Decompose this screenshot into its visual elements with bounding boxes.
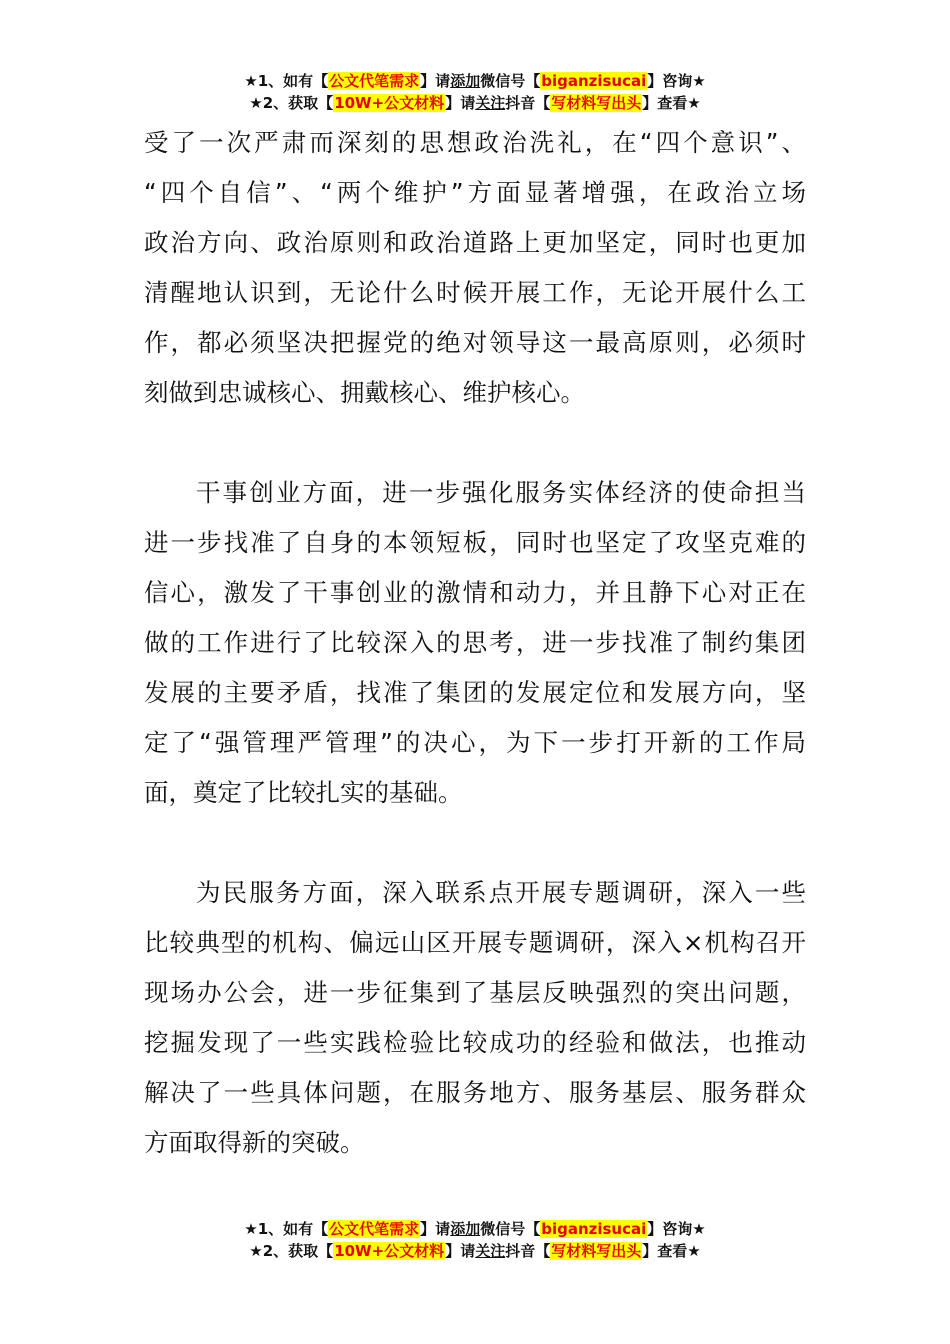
highlight-materials: 10W+公文材料 <box>334 94 445 112</box>
text-line: 作，都必须坚决把握党的绝对领导这一最高原则，必须时 <box>144 328 806 357</box>
text-line: 刻做到忠诚核心、拥戴核心、维护核心。 <box>144 378 585 407</box>
banner-text: 】查看★ <box>642 1242 701 1260</box>
banner-text: ★1、如有【 <box>244 1220 329 1238</box>
text-line: 干事创业方面，进一步强化服务实体经济的使命担当 <box>196 478 806 507</box>
text-line: 受了一次严肃而深刻的思想政治洗礼，在“四个意识”、 <box>144 128 806 157</box>
text-line: 清醒地认识到，无论什么时候开展工作，无论开展什么工 <box>144 278 806 307</box>
text-line: 现场办公会，进一步征集到了基层反映强烈的突出问题， <box>144 978 806 1007</box>
header-banner <box>0 70 950 114</box>
text-line: 进一步找准了自身的本领短板，同时也坚定了攻坚克难的 <box>144 528 806 557</box>
banner-text: 】请 <box>445 1242 476 1260</box>
text-line: 政治方向、政治原则和政治道路上更加坚定，同时也更加 <box>144 228 806 257</box>
banner-text: 】请 <box>420 72 451 90</box>
banner-text: 微信号【 <box>480 72 541 90</box>
highlight-douyin: 写材料写出头 <box>551 94 642 112</box>
text-line: 定了“强管理严管理”的决心，为下一步打开新的工作局 <box>144 728 806 757</box>
banner-emphasis: 关注 <box>475 94 506 112</box>
banner-text: ★1、如有【 <box>244 72 329 90</box>
banner-text: 抖音【 <box>505 1242 551 1260</box>
banner-text: 】咨询★ <box>647 1220 706 1238</box>
banner-emphasis: 关注 <box>475 1242 506 1260</box>
paragraph-political <box>144 118 806 418</box>
banner-line-2 <box>0 92 950 114</box>
banner-text: ★2、获取【 <box>249 1242 334 1260</box>
text-line: 方面取得新的突破。 <box>144 1128 365 1157</box>
highlight-service: 公文代笔需求 <box>329 1220 420 1238</box>
highlight-wechat-id: biganzisucai <box>541 1220 647 1238</box>
paragraph-public-service <box>144 868 806 1168</box>
banner-line-1 <box>0 1218 950 1240</box>
text-line: 比较典型的机构、偏远山区开展专题调研，深入×机构召开 <box>144 928 806 957</box>
banner-emphasis: 添加 <box>450 72 481 90</box>
banner-line-2 <box>0 1240 950 1262</box>
banner-emphasis: 添加 <box>450 1220 481 1238</box>
banner-text: 】查看★ <box>642 94 701 112</box>
highlight-materials: 10W+公文材料 <box>334 1242 445 1260</box>
text-line: “四个自信”、“两个维护”方面显著增强，在政治立场 <box>144 178 806 207</box>
paragraph-entrepreneurship <box>144 468 806 818</box>
footer-banner <box>0 1218 950 1262</box>
banner-text: ★2、获取【 <box>249 94 334 112</box>
text-line: 发展的主要矛盾，找准了集团的发展定位和发展方向，坚 <box>144 678 806 707</box>
text-line: 做的工作进行了比较深入的思考，进一步找准了制约集团 <box>144 628 806 657</box>
banner-text: 抖音【 <box>505 94 551 112</box>
text-line: 为民服务方面，深入联系点开展专题调研，深入一些 <box>196 878 806 907</box>
banner-text: 微信号【 <box>480 1220 541 1238</box>
highlight-service: 公文代笔需求 <box>329 72 420 90</box>
banner-text: 】请 <box>420 1220 451 1238</box>
document-body <box>144 118 806 1168</box>
highlight-douyin: 写材料写出头 <box>551 1242 642 1260</box>
text-line: 解决了一些具体问题，在服务地方、服务基层、服务群众 <box>144 1078 806 1107</box>
text-line: 面，奠定了比较扎实的基础。 <box>144 778 463 807</box>
text-line: 挖掘发现了一些实践检验比较成功的经验和做法，也推动 <box>144 1028 806 1057</box>
highlight-wechat-id: biganzisucai <box>541 72 647 90</box>
banner-text: 】咨询★ <box>647 72 706 90</box>
banner-line-1 <box>0 70 950 92</box>
text-line: 信心，激发了干事创业的激情和动力，并且静下心对正在 <box>144 578 806 607</box>
banner-text: 】请 <box>445 94 476 112</box>
